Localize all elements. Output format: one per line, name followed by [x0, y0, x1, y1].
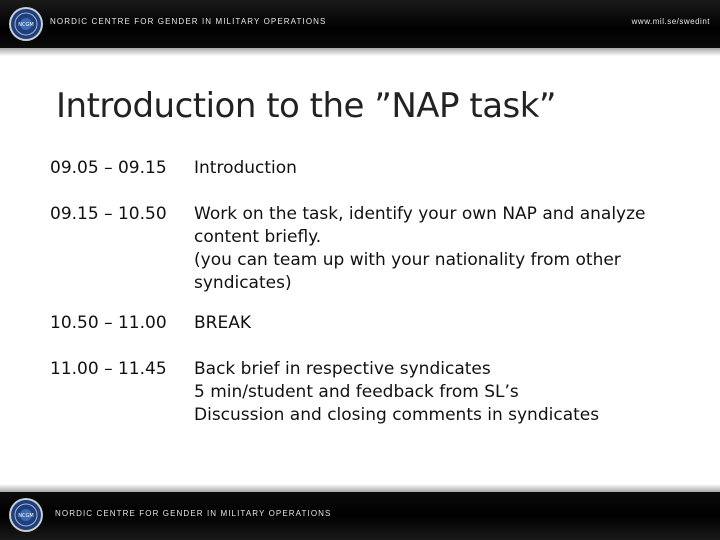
agenda-row: [50, 312, 710, 335]
agenda-time: 09.15 – 10.50: [50, 204, 167, 224]
footer-shadow: [0, 484, 720, 492]
agenda-time: 10.50 – 11.00: [50, 313, 167, 333]
agenda-line: content briefly.: [194, 227, 322, 247]
emblem-text: NCGM: [18, 22, 34, 28]
agenda-line: Introduction: [194, 158, 297, 178]
agenda-line: Back brief in respective syndicates: [194, 359, 491, 379]
slide-title: Introduction to the ”NAP task”: [56, 86, 557, 126]
agenda-description: [194, 203, 710, 295]
agenda-description: [194, 312, 710, 335]
header-shadow: [0, 48, 720, 56]
agenda-description: [194, 157, 710, 180]
footer-org-name: NORDIC CENTRE FOR GENDER IN MILITARY OPERATIONS: [55, 509, 332, 518]
ncgm-emblem-icon: [8, 6, 44, 42]
agenda-line: 5 min/student and feedback from SL’s: [194, 382, 519, 402]
agenda-line: (you can team up with your nationality from other: [194, 250, 621, 270]
emblem-text: NCGM: [18, 513, 34, 519]
agenda-row: [50, 358, 710, 427]
agenda-line: Work on the task, identify your own NAP and analyze: [194, 204, 646, 224]
agenda-row: [50, 157, 710, 180]
agenda-list: [50, 157, 710, 427]
agenda-line: BREAK: [194, 313, 251, 333]
header-url-link[interactable]: www.mil.se/swedint: [631, 17, 710, 26]
header-org-name: NORDIC CENTRE FOR GENDER IN MILITARY OPERATIONS: [50, 17, 327, 26]
agenda-line: Discussion and closing comments in syndicates: [194, 405, 600, 425]
ncgm-emblem-icon: [8, 497, 44, 533]
agenda-time: 11.00 – 11.45: [50, 359, 167, 379]
agenda-description: [194, 358, 710, 427]
agenda-row: [50, 203, 710, 295]
agenda-line: syndicates): [194, 273, 292, 293]
agenda-time: 09.05 – 09.15: [50, 158, 167, 178]
